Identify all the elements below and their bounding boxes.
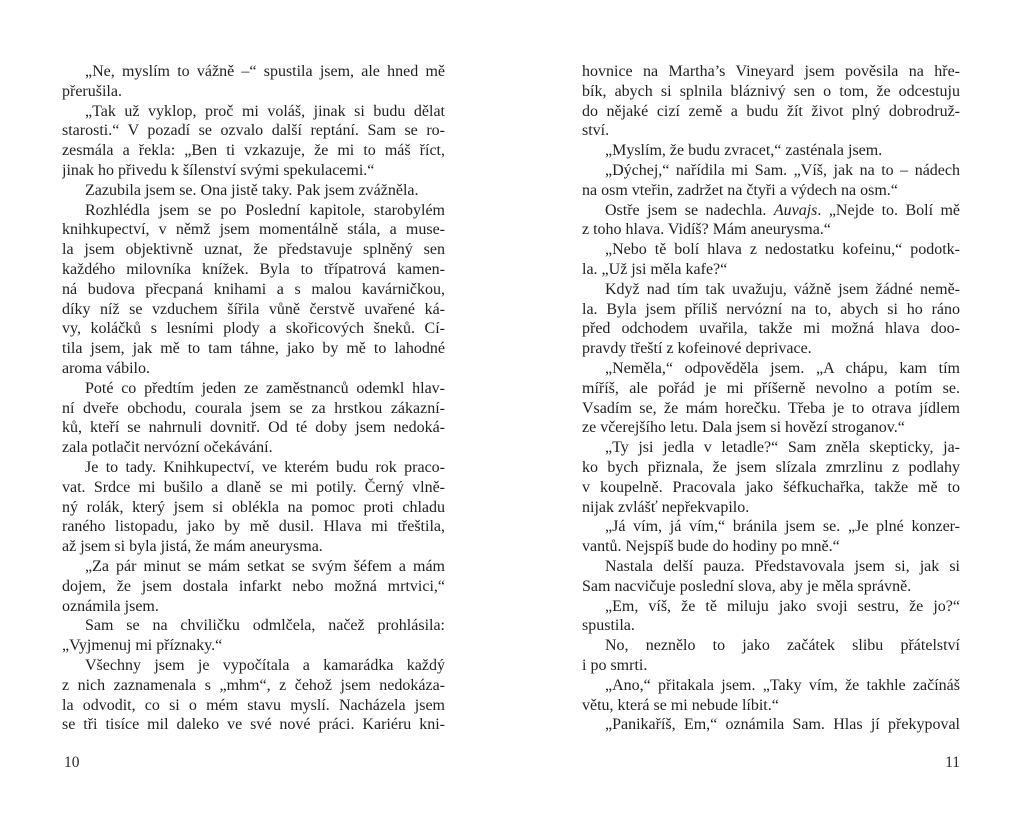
- text-line: ků, kteří se nahrnuli dovnitř. Od té doby jsem nedoká-: [62, 419, 445, 437]
- text-line: zesmála a řekla: „Ben ti vzkazuje, že mi to máš říct,: [62, 142, 445, 160]
- paragraph: [582, 201, 960, 241]
- paragraph: [582, 715, 960, 735]
- text-line: z toho hlava. Vidíš? Mám aneurysma.“: [582, 221, 831, 239]
- text-line: míříš, ale pořád je mi příšerně nevolno a potím se.: [582, 379, 960, 397]
- text-line: ství.: [582, 122, 610, 140]
- italic-text: Auvajs: [773, 201, 818, 219]
- text-line: se tři tisíce mil daleko ve své nové práci. Kariéru kni-: [62, 716, 445, 734]
- text-line: do nějaké cizí země a budu žít život plný dobrodruž-: [582, 102, 960, 120]
- text-line: přerušila.: [62, 82, 122, 100]
- paragraph: [582, 62, 960, 141]
- text-line: dojem, že jsem dostala infarkt nebo možná mrtvici,“: [62, 577, 445, 595]
- text-line: Sam se na chviličku odmlčela, načež prohlásila:: [85, 617, 445, 635]
- text-line: zala potlačit nervózní očekávání.: [62, 439, 273, 457]
- text-line: spustila.: [582, 617, 635, 635]
- text-line: Zazubila jsem se. Ona jistě taky. Pak jsem zvážněla.: [85, 181, 419, 199]
- text-line: la. Byla jsem příliš nervózní na to, abych si ho ráno: [582, 300, 960, 318]
- text-line: na osm vteřin, zadržet na čtyři a výdech na osm.“: [582, 181, 898, 199]
- text-line: až jsem si byla jistá, že mám aneurysma.: [62, 538, 323, 556]
- text-line: Když nad tím tak uvažuju, vážně jsem žádné nemě-: [605, 280, 960, 298]
- text-line: jinak ho přivedu k šílenství svými spekulacemi.“: [62, 161, 375, 179]
- text-line: Je to tady. Knihkupectví, ve kterém budu rok praco-: [85, 458, 445, 476]
- text-line: „Nebo tě bolí hlava z nedostatku kofeinu,“ podotk-: [605, 241, 960, 259]
- text-line: i po smrti.: [582, 656, 648, 674]
- paragraph: [582, 240, 960, 280]
- text-line: „Panikaříš, Em,“ oznámila Sam. Hlas jí překypoval: [605, 716, 960, 734]
- page-body: [62, 62, 445, 735]
- paragraph: [582, 438, 960, 517]
- paragraph: [62, 656, 445, 735]
- text-line: „Ty jsi jedla v letadle?“ Sam zněla skepticky, ja-: [605, 439, 960, 457]
- text-line: Ostře jsem se nadechla. Auvajs. „Nejde to. Bolí mě: [605, 201, 960, 219]
- text-line: oznámila jsem.: [62, 597, 159, 615]
- text-line: „Za pár minut se mám setkat se svým šéfem a mám: [85, 557, 445, 575]
- text-line: la jsem objektivně uznat, že představuje splněný sen: [62, 241, 445, 259]
- text-line: tila jsem, jak mě to tam táhne, jako by mě to lahodné: [62, 340, 445, 358]
- text-line: vy, koláčků s lesními plody a skořicových šneků. Cí-: [62, 320, 445, 338]
- paragraph: [62, 616, 445, 656]
- text-line: Poté co předtím jeden ze zaměstnanců odemkl hlav-: [85, 379, 445, 397]
- text-line: „Tak už vyklop, proč mi voláš, jinak si budu dělat: [85, 102, 445, 120]
- text-line: Vsadím se, že mám horečku. Třeba je to otrava jídlem: [582, 399, 960, 417]
- text-line: vantů. Nejspíš bude do hodiny po mně.“: [582, 538, 840, 556]
- text-line: la odvodit, co si o mém stavu myslí. Nacházela jsem: [62, 696, 445, 714]
- page-number-left: 10: [64, 754, 80, 771]
- paragraph: [62, 62, 445, 102]
- text-line: nijak zvlášť nepřekvapilo.: [582, 498, 750, 516]
- text-line: aroma vábilo.: [62, 359, 150, 377]
- paragraph: [582, 676, 960, 716]
- paragraph: [582, 280, 960, 359]
- text-line: z nich zaznamenala s „mhm“, z čehož jsem nedokáza-: [62, 676, 445, 694]
- text-line: v koupelně. Pracovala jako šéfkuchařka, takže mě to: [582, 478, 960, 496]
- paragraph: [62, 181, 445, 201]
- text-line: „Em, víš, že tě miluju jako svoji sestru, že jo?“: [605, 597, 960, 615]
- text-line: pravdy třeští z kofeinové deprivace.: [582, 340, 812, 358]
- text-line: raného listopadu, jako by mě dusil. Hlava mi třeštila,: [62, 518, 445, 536]
- text-line: ko bych přiznala, že jsem slízala zmrzlinu z podlahy: [582, 458, 960, 476]
- paragraph: [62, 201, 445, 379]
- paragraph: [582, 517, 960, 557]
- text-line: Rozhlédla jsem se po Poslední kapitole, starobylém: [85, 201, 445, 219]
- text-line: každého milovníka knížek. Byla to třípatrová kamen-: [62, 260, 445, 278]
- text-line: „Dýchej,“ nařídila mi Sam. „Víš, jak na to – nádech: [605, 161, 960, 179]
- text-line: bík, abych si splnila bláznivý sen o tom, že odcestuju: [582, 82, 960, 100]
- text-line: „Neměla,“ odpověděla jsem. „A chápu, kam tím: [605, 359, 960, 377]
- text-line: vat. Srdce mi bušilo a dlaně se mi potily. Černý vlně-: [62, 478, 445, 496]
- paragraph: [62, 102, 445, 181]
- text-line: hovnice na Martha’s Vineyard jsem pověsila na hře-: [582, 63, 960, 80]
- text-line: ze včerejšího letu. Dala jsem si hovězí stroganov.“: [582, 419, 905, 437]
- text-line: Sam nacvičuje poslední slova, aby je měla správně.: [582, 577, 912, 595]
- page-right: [582, 62, 960, 782]
- text-line: větu, která se mi nebude líbit.“: [582, 696, 779, 714]
- text-line: Všechny jsem je vypočítala a kamarádka každý: [85, 656, 445, 674]
- text-line: ná budova přecpaná knihami a s malou kavárničkou,: [62, 280, 445, 298]
- text-line: „Myslím, že budu zvracet,“ zasténala jsem.: [605, 142, 883, 160]
- paragraph: [62, 557, 445, 616]
- paragraph: [582, 141, 960, 161]
- text-line: starosti.“ V pozadí se ozvalo další reptání. Sam se ro-: [62, 122, 445, 140]
- paragraph: [582, 597, 960, 637]
- text-line: před odchodem uvařila, takže mi možná hlava doo-: [582, 320, 960, 338]
- text-line: „Vyjmenuj mi příznaky.“: [62, 637, 223, 655]
- paragraph: [62, 458, 445, 557]
- text-line: la. „Už jsi měla kafe?“: [582, 260, 728, 278]
- text-line: „Ne, myslím to vážně –“ spustila jsem, ale hned mě: [85, 63, 445, 80]
- text-line: „Já vím, já vím,“ bránila jsem se. „Je plné konzer-: [605, 518, 960, 536]
- text-line: „Ano,“ přitakala jsem. „Taky vím, že takhle začínáš: [605, 676, 960, 694]
- text-line: No, neznělo to jako začátek slibu přátelství: [605, 637, 960, 655]
- page-body: [582, 62, 960, 735]
- page-left: [62, 62, 445, 782]
- paragraph: [62, 379, 445, 458]
- paragraph: [582, 359, 960, 438]
- text-line: ný rolák, který jsem si oblékla na pomoc proti chladu: [62, 498, 445, 516]
- page-number-right: 11: [945, 754, 960, 771]
- text-line: Nastala delší pauza. Představovala jsem si, jak si: [605, 557, 960, 575]
- paragraph: [582, 636, 960, 676]
- text-line: díky níž se vzduchem šířila vůně čerstvě uvařené ká-: [62, 300, 445, 318]
- text-line: ní dveře obchodu, courala jsem se za hrstkou zákazní-: [62, 399, 445, 417]
- paragraph: [582, 557, 960, 597]
- text-line: knihkupectví, v němž jsem momentálně stála, a muse-: [62, 221, 445, 239]
- paragraph: [582, 161, 960, 201]
